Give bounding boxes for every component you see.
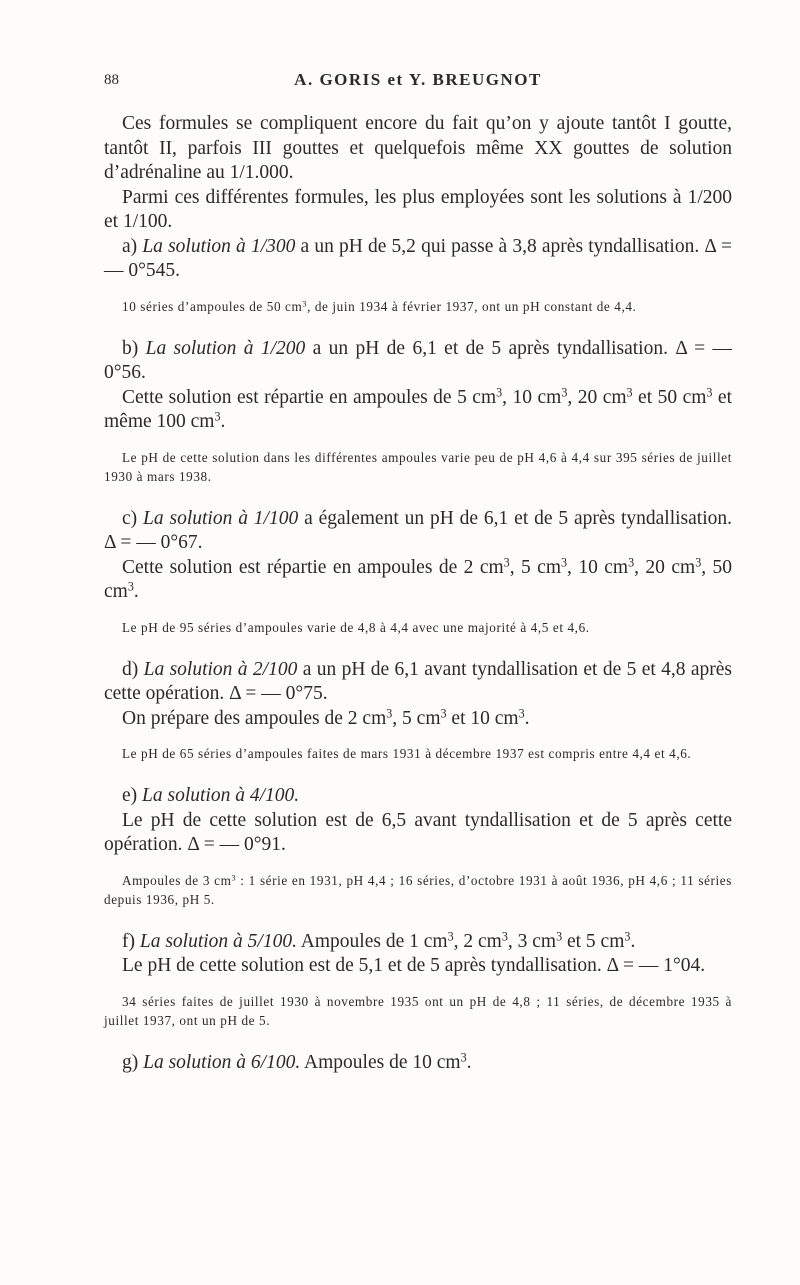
section-e-paragraph-2: Le pH de cette solution est de 6,5 avant tyndallisation et de 5 après cette opération. Δ = — 0°91. — [104, 809, 732, 855]
section-d-text: a un pH de 6,1 avant tyndallisation et de 5 et 4,8 après cette opération. Δ = — 0°75. — [104, 658, 733, 704]
superscript: 3 — [556, 928, 563, 943]
section-f-note: 34 séries faites de juillet 1930 à novembre 1935 ont un pH de 4,8 ; 11 séries, de décembre 1935 à juillet 1937, ont un pH de 5. — [104, 993, 732, 1028]
superscript: 3 — [386, 705, 393, 720]
superscript: 3 — [626, 384, 633, 399]
text-part: . — [630, 930, 636, 952]
running-head — [104, 70, 732, 96]
superscript: 3 — [127, 579, 134, 594]
superscript: 3 — [561, 384, 568, 399]
superscript: 3 — [501, 928, 508, 943]
section-a-note — [104, 297, 732, 316]
text-part: On prépare des ampoules de 2 cm — [122, 707, 387, 729]
superscript: 3 — [695, 554, 702, 569]
section-e-note-part: Ampoules de 3 cm — [122, 872, 232, 888]
superscript: 3 — [628, 554, 635, 569]
text-part: . — [524, 707, 530, 729]
section-c-marker: c) — [122, 507, 138, 529]
section-a-note-part: 10 séries d’ampoules de 50 cm — [122, 298, 303, 314]
section-e-paragraph — [104, 784, 732, 809]
section-c-paragraph — [104, 507, 732, 556]
section-a-note-part: , de juin 1934 à février 1937, ont un pH constant de 4,4. — [307, 298, 637, 314]
superscript: 3 — [460, 1049, 467, 1064]
superscript: 3 — [706, 384, 713, 399]
section-d-paragraph-2 — [104, 707, 732, 732]
section-c-title: La solution à 1/100 — [143, 507, 299, 529]
section-b-title: La solution à 1/200 — [145, 337, 306, 359]
section-b-note: Le pH de cette solution dans les différentes ampoules varie peu de pH 4,6 à 4,4 sur 395 séries de juillet 1930 à mars 1938. — [104, 449, 732, 484]
text-part: , 50 cm — [104, 556, 733, 602]
section-d-paragraph — [104, 658, 732, 707]
section-e-note — [104, 871, 732, 909]
superscript: 3 — [624, 928, 631, 943]
section-f-marker: f) — [122, 930, 135, 952]
superscript: 3 — [302, 299, 308, 308]
page — [104, 70, 732, 1075]
text-part: . — [466, 1051, 472, 1073]
superscript: 3 — [503, 554, 510, 569]
text-part: Cette solution est répartie en ampoules de 2 cm — [122, 556, 504, 578]
text-part: , 3 cm — [507, 930, 557, 952]
text-part: , 5 cm — [392, 707, 441, 729]
text-part: et 50 cm — [632, 386, 707, 408]
section-f-title: La solution à 5/100. — [139, 930, 297, 952]
section-d-note: Le pH de 65 séries d’ampoules faites de mars 1931 à décembre 1937 est compris entre 4,4 et 4,6. — [122, 746, 692, 761]
text-part: Cette solution est répartie en ampoules de 5 cm — [122, 386, 497, 408]
section-e-title: La solution à 4/100. — [142, 785, 300, 806]
section-a-text: a un pH de 5,2 qui passe à 3,8 après tyndallisation. Δ = — 0°545. — [104, 235, 732, 281]
text-part: Ampoules de 1 cm — [296, 930, 448, 952]
text-part: Ampoules de 10 cm — [300, 1051, 461, 1073]
section-c-paragraph-2 — [104, 556, 732, 605]
header-authors: A. GORIS et Y. BREUGNOT — [294, 70, 542, 89]
superscript: 3 — [440, 705, 447, 720]
intro-paragraph-2: Parmi ces différentes formules, les plus employées sont les solutions à 1/200 et 1/100. — [104, 186, 732, 232]
section-f-paragraph — [104, 930, 732, 955]
text-part: , 20 cm — [567, 386, 627, 408]
text-part: et 5 cm — [562, 930, 625, 952]
intro-paragraph-1: Ces formules se compliquent encore du fait qu’on y ajoute tantôt I goutte, tantôt II, parfois III gouttes et quelquefois même XX gouttes de solution d’adrénaline au 1/1.000. — [104, 113, 732, 183]
superscript: 3 — [214, 409, 221, 424]
text-part: , 10 cm — [567, 556, 629, 578]
superscript: 3 — [231, 873, 237, 882]
section-g-marker: g) — [122, 1051, 139, 1073]
superscript: 3 — [518, 705, 525, 720]
text-part: , 10 cm — [502, 386, 562, 408]
section-b-paragraph-2 — [104, 386, 732, 435]
text-part: et 10 cm — [446, 707, 519, 729]
section-a-paragraph — [104, 235, 732, 284]
superscript: 3 — [496, 384, 503, 399]
section-f-paragraph-2: Le pH de cette solution est de 5,1 et de 5 après tyndallisation. Δ = — 1°04. — [122, 955, 706, 976]
section-d-title: La solution à 2/100 — [143, 658, 298, 680]
section-e-marker: e) — [122, 785, 138, 806]
superscript: 3 — [561, 554, 568, 569]
section-b-paragraph — [104, 337, 732, 386]
section-b-marker: b) — [122, 337, 139, 359]
section-a-marker: a) — [122, 235, 138, 257]
section-g-title: La solution à 6/100. — [143, 1051, 301, 1073]
text-part: , 2 cm — [453, 930, 502, 952]
text-part: , 20 cm — [634, 556, 696, 578]
text-part: . — [220, 411, 226, 432]
section-g-paragraph — [104, 1051, 732, 1076]
text-part: , 5 cm — [509, 556, 561, 578]
section-b-text: a un pH de 6,1 et de 5 après tyndallisation. Δ = — 0°56. — [104, 337, 732, 383]
text-part: . — [133, 581, 139, 602]
section-e-note-part: : 1 série en 1931, pH 4,4 ; 16 séries, d’octobre 1931 à août 1936, pH 4,6 ; 11 séries depuis 1936, pH 5. — [104, 872, 732, 907]
section-c-text: a également un pH de 6,1 et de 5 après tyndallisation. Δ = — 0°67. — [104, 507, 733, 553]
section-d-marker: d) — [122, 658, 139, 680]
superscript: 3 — [447, 928, 454, 943]
section-a-title: La solution à 1/300 — [142, 235, 296, 257]
page-number: 88 — [104, 72, 119, 88]
section-c-note: Le pH de 95 séries d’ampoules varie de 4,8 à 4,4 avec une majorité à 4,5 et 4,6. — [122, 619, 590, 635]
text-part: et même 100 cm — [104, 386, 733, 432]
